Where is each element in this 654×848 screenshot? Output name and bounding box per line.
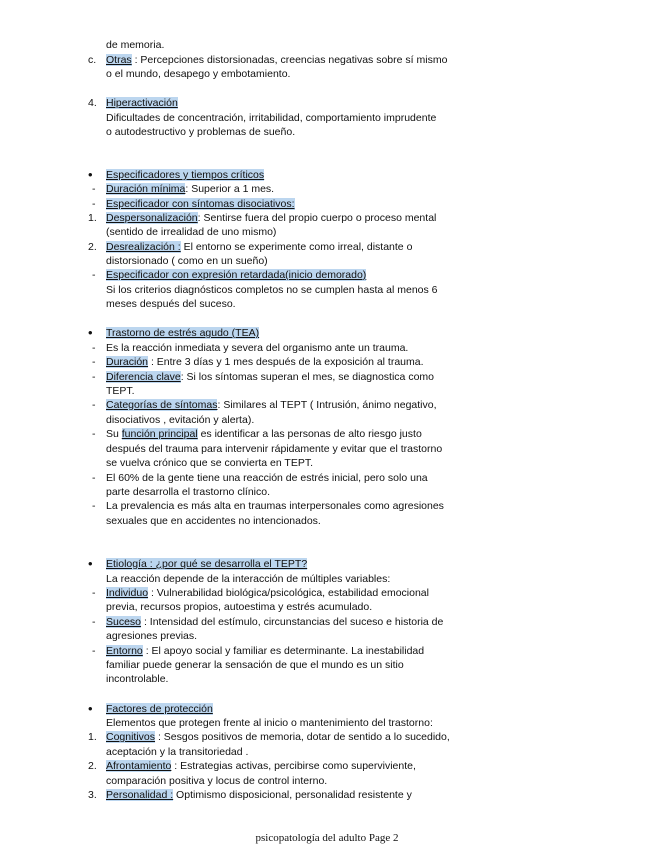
bullet-icon: • (88, 167, 93, 182)
dash-marker: - (92, 342, 96, 354)
text-line: incontrolable. (106, 673, 169, 685)
item-text: : Intensidad del estímulo, circunstancias del suceso e historia de (141, 616, 444, 628)
text-line: previa, recursos propios, autoestima y estrés acumulado. (106, 601, 373, 613)
list-marker: c. (88, 54, 97, 66)
item-text: Optimismo disposicional, personalidad resistente y (173, 789, 412, 801)
section-heading (106, 326, 259, 340)
section-heading (106, 557, 307, 571)
item-label: función principal (121, 428, 198, 440)
text-line: (sentido de irrealidad de uno mismo) (106, 226, 277, 238)
dash-marker: - (92, 428, 96, 440)
item-text: es identificar a las personas de alto riesgo justo (197, 428, 422, 440)
item-label: Despersonalización (106, 212, 198, 224)
item-label: Diferencia clave (106, 371, 181, 383)
dash-marker: - (92, 371, 96, 383)
item-label: Suceso (106, 616, 142, 628)
text-line: se vuelva crónico que se convierta en TEPT. (106, 457, 314, 469)
dash-marker: - (92, 616, 96, 628)
text-line: La reacción depende de la interacción de múltiples variables: (106, 573, 391, 585)
text-line: Elementos que protegen frente al inicio o mantenimiento del trastorno: (106, 717, 433, 729)
item-label: Duración mínima (106, 183, 186, 195)
list-item (106, 268, 366, 282)
item-text: : Entre 3 días y 1 mes después de la exposición al trauma. (148, 356, 424, 368)
heading-text: Factores de protección (106, 703, 213, 715)
list-item: La prevalencia es más alta en traumas interpersonales como agresiones (106, 500, 444, 512)
dash-marker: - (92, 198, 96, 210)
item-text: : Estrategias activas, percibirse como superviviente, (171, 760, 416, 772)
item-label: Personalidad : (106, 789, 174, 801)
list-marker: 3. (88, 789, 97, 801)
list-item: El 60% de la gente tiene una reacción de estrés inicial, pero solo una (106, 472, 428, 484)
text-line: de memoria. (106, 39, 165, 51)
heading-text: Especificadores y tiempos críticos (106, 169, 265, 181)
list-item (106, 355, 424, 369)
item-label: Otras (106, 54, 132, 66)
list-marker: 1. (88, 212, 97, 224)
item-label: Especificador con expresión retardada(inicio demorado) (106, 269, 367, 281)
item-text: : Sesgos positivos de memoria, dotar de sentido a lo sucedido, (155, 731, 450, 743)
text-line: aceptación y la transitoriedad . (106, 746, 249, 758)
text-line: disociativos , evitación y alerta). (106, 414, 255, 426)
list-item (106, 240, 412, 254)
item-label: Categorías de síntomas (106, 399, 218, 411)
text-line: meses después del suceso. (106, 298, 236, 310)
bullet-icon: • (88, 325, 93, 340)
list-item (106, 644, 424, 658)
list-item (106, 759, 416, 773)
item-label: Especificador con síntomas disociativos: (106, 198, 295, 210)
list-item (106, 370, 434, 384)
dash-marker: - (92, 472, 96, 484)
heading-text: Hiperactivación (106, 97, 178, 109)
list-item (106, 182, 274, 196)
list-item-c (106, 53, 447, 67)
list-marker: 2. (88, 241, 97, 253)
list-marker: 2. (88, 760, 97, 772)
bullet-icon: • (88, 701, 93, 716)
text-line: TEPT. (106, 385, 135, 397)
list-item (106, 615, 443, 629)
section-heading (106, 96, 178, 110)
section-heading (106, 168, 264, 182)
list-marker: 4. (88, 97, 97, 109)
list-item: Es la reacción inmediata y severa del organismo ante un trauma. (106, 342, 409, 354)
text-line: o el mundo, desapego y embotamiento. (106, 68, 291, 80)
section-heading (106, 702, 213, 716)
item-text: : Percepciones distorsionadas, creencias negativas sobre sí mismo (131, 54, 448, 66)
list-marker: 1. (88, 731, 97, 743)
text-line: agresiones previas. (106, 630, 198, 642)
item-text: : Superior a 1 mes. (185, 183, 275, 195)
heading-text: Trastorno de estrés agudo (TEA) (106, 327, 260, 339)
list-item (106, 398, 437, 412)
list-item (106, 197, 295, 211)
item-label: Entorno (106, 645, 143, 657)
dash-marker: - (92, 356, 96, 368)
text-line: distorsionado ( como en un sueño) (106, 255, 268, 267)
text-line: parte desarrolla el trastorno clínico. (106, 486, 270, 498)
dash-marker: - (92, 399, 96, 411)
list-item (106, 211, 436, 225)
item-text: : Sentirse fuera del propio cuerpo o proceso mental (197, 212, 437, 224)
text-line: comparación positiva y locus de control interno. (106, 775, 328, 787)
list-item (106, 730, 450, 744)
item-label: Individuo (106, 587, 149, 599)
item-text: El entorno se experimente como irreal, distante o (180, 241, 413, 253)
list-item (106, 427, 422, 441)
item-label: Afrontamiento (106, 760, 172, 772)
dash-marker: - (92, 587, 96, 599)
text-line: sexuales que en accidentes no intencionados. (106, 515, 321, 527)
dash-marker: - (92, 645, 96, 657)
dash-marker: - (92, 183, 96, 195)
bullet-icon: • (88, 556, 93, 571)
page-footer: psicopatología del adulto Page 2 (255, 832, 399, 844)
text-line: o autodestructivo y problemas de sueño. (106, 126, 296, 138)
item-label: Desrealización : (106, 241, 181, 253)
text-line: Si los criterios diagnósticos completos no se cumplen hasta al menos 6 (106, 284, 438, 296)
item-label: Cognitivos (106, 731, 156, 743)
heading-text: Etiología : ¿por qué se desarrolla el TEPT? (106, 558, 308, 570)
text-line: Dificultades de concentración, irritabilidad, comportamiento imprudente (106, 112, 437, 124)
dash-marker: - (92, 269, 96, 281)
item-text: : El apoyo social y familiar es determinante. La inestabilidad (142, 645, 425, 657)
dash-marker: - (92, 500, 96, 512)
item-text: : Vulnerabilidad biológica/psicológica, estabilidad emocional (148, 587, 429, 599)
list-item (106, 586, 429, 600)
list-item (106, 788, 412, 802)
text-line: después del trauma para intervenir rápidamente y evitar que el trastorno (106, 443, 443, 455)
item-text: : Similares al TEPT ( Intrusión, ánimo negativo, (217, 399, 437, 411)
item-text: : Si los síntomas superan el mes, se diagnostica como (180, 371, 434, 383)
item-label: Duración (106, 356, 149, 368)
item-text: Su (106, 428, 122, 440)
text-line: familiar puede generar la sensación de que el mundo es un sitio (106, 659, 404, 671)
